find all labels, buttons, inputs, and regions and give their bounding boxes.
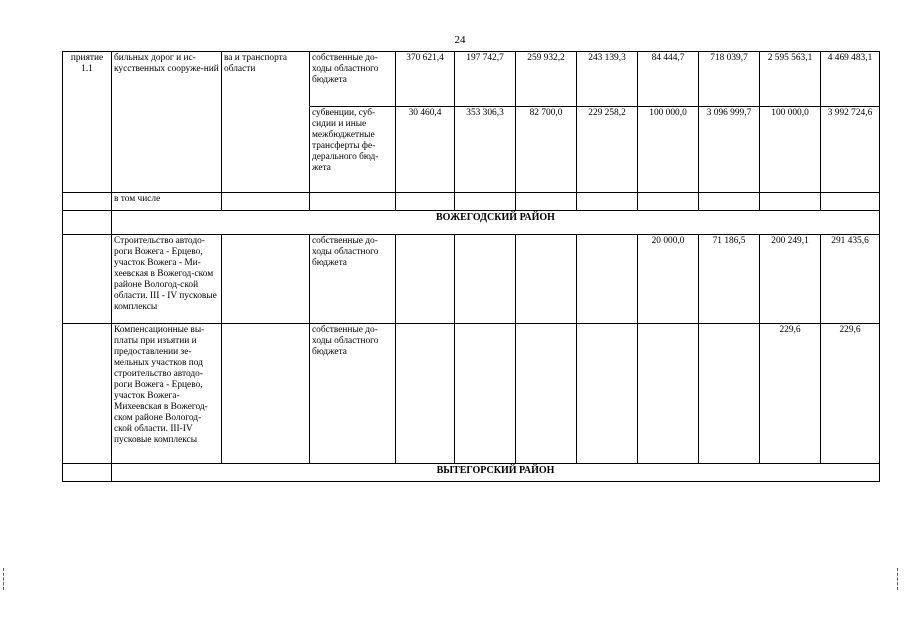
executor-cell: ва и транспорта области [222, 52, 310, 193]
value-cell [396, 235, 455, 324]
district-heading-vozhegodsky: ВОЖЕГОДСКИЙ РАЙОН [112, 211, 880, 235]
project-name-cell: Строительство автодо-роги Вожега - Ерцево, участок Вожега - Ми-хеевская в Вожегод-ском районе Вологод-ской области. III - IV пусковые комплексы [112, 235, 222, 324]
value-cell [516, 324, 577, 464]
table-row-road-construction [63, 235, 880, 324]
value-cell: 197 742,7 [455, 52, 516, 107]
empty-cell [638, 193, 699, 211]
empty-cell [63, 211, 112, 235]
budget-table [62, 51, 880, 482]
total-cell: 3 992 724,6 [821, 107, 880, 193]
value-cell: 2 595 563,1 [760, 52, 821, 107]
value-cell: 82 700,0 [516, 107, 577, 193]
value-cell: 100 000,0 [638, 107, 699, 193]
empty-cell [760, 193, 821, 211]
value-cell: 30 460,4 [396, 107, 455, 193]
value-cell [699, 324, 760, 464]
empty-cell [699, 193, 760, 211]
value-cell [577, 324, 638, 464]
value-cell: 370 621,4 [396, 52, 455, 107]
funding-source-cell: собственные до-ходы областного бюджета [310, 52, 396, 107]
value-cell: 243 139,3 [577, 52, 638, 107]
total-cell: 4 469 483,1 [821, 52, 880, 107]
value-cell: 3 096 999,7 [699, 107, 760, 193]
empty-cell [222, 235, 310, 324]
value-cell: 259 932,2 [516, 52, 577, 107]
total-cell: 229,6 [821, 324, 880, 464]
value-cell [455, 235, 516, 324]
district-heading-vytegorsky: ВЫТЕГОРСКИЙ РАЙОН [112, 464, 880, 482]
empty-cell [396, 193, 455, 211]
value-cell: 200 249,1 [760, 235, 821, 324]
empty-cell [63, 324, 112, 464]
value-cell [638, 324, 699, 464]
value-cell: 20 000,0 [638, 235, 699, 324]
empty-cell [222, 324, 310, 464]
empty-cell [63, 193, 112, 211]
value-cell: 229,6 [760, 324, 821, 464]
total-cell: 291 435,6 [821, 235, 880, 324]
empty-cell [516, 193, 577, 211]
value-cell: 71 186,5 [699, 235, 760, 324]
empty-cell [63, 464, 112, 482]
value-cell: 84 444,7 [638, 52, 699, 107]
district-header-row [63, 211, 880, 235]
including-label: в том числе [112, 193, 222, 211]
value-cell [455, 324, 516, 464]
empty-cell [63, 235, 112, 324]
empty-cell [821, 193, 880, 211]
value-cell: 100 000,0 [760, 107, 821, 193]
empty-cell [310, 193, 396, 211]
value-cell [577, 235, 638, 324]
value-cell: 718 039,7 [699, 52, 760, 107]
table-row-including [63, 193, 880, 211]
funding-source-cell: собственные до-ходы областного бюджета [310, 235, 396, 324]
value-cell [516, 235, 577, 324]
measure-code-cell: приятие 1.1 [63, 52, 112, 193]
value-cell: 229 258,2 [577, 107, 638, 193]
scan-edge-mark-right [897, 568, 902, 590]
page-number: 24 [454, 34, 466, 46]
empty-cell [222, 193, 310, 211]
value-cell: 353 306,3 [455, 107, 516, 193]
measure-name-cell: бильных дорог и ис-кусственных сооруже-ний [112, 52, 222, 193]
scan-edge-mark-left [3, 568, 8, 590]
funding-source-cell: субвенции, суб-сидии и иные межбюджетные трансферты фе-дерального бюд-жета [310, 107, 396, 193]
table-row-compensation [63, 324, 880, 464]
empty-cell [455, 193, 516, 211]
project-name-cell: Компенсационные вы-платы при изъятии и предоставлении зе-мельных участков под строительство автодо-роги Вожега - Ерцево, участок Вожега-Михеевская в Вожегод-ском районе Вологод-ской области. III-IV пусковые комплексы [112, 324, 222, 464]
table-row-own-revenue [63, 52, 880, 107]
district-header-row [63, 464, 880, 482]
funding-source-cell: собственные до-ходы областного бюджета [310, 324, 396, 464]
empty-cell [577, 193, 638, 211]
value-cell [396, 324, 455, 464]
